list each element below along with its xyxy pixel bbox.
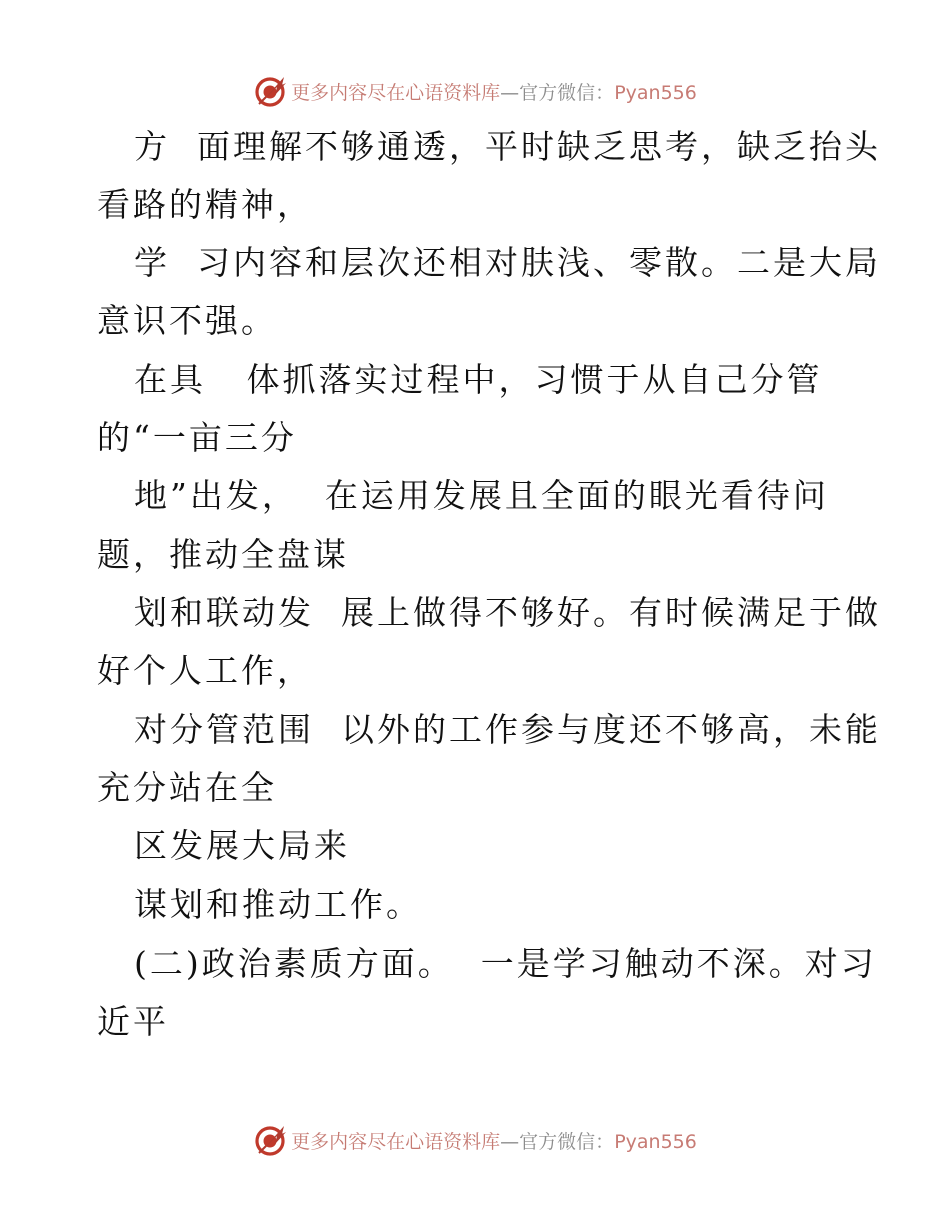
watermark-label: 官方微信： — [519, 81, 615, 104]
watermark-label: 官方微信： — [519, 1130, 615, 1153]
paragraph-3-line-1: 在具 体抓落实过程中，习惯于从自己分管 — [134, 360, 823, 399]
feather-circle-logo-icon — [253, 1122, 289, 1158]
paragraph-2-line-1: 学 习内容和层次还相对肤浅、零散。二是大局 — [134, 243, 881, 282]
paragraph-4-line-2: 题，推动全盘谋 — [97, 535, 349, 574]
paragraph-6-line-1: 对分管范围 以外的工作参与度还不够高，未能 — [134, 710, 881, 749]
paragraph-7-line-1: 区发展大局来 — [134, 826, 350, 865]
watermark-text — [291, 1127, 697, 1154]
paragraph-9-line-2: 近平 — [97, 1002, 169, 1041]
watermark-dash: — — [500, 81, 520, 104]
paragraph-2-line-2: 意识不强。 — [97, 301, 277, 340]
watermark-account: Pyan556 — [614, 81, 697, 104]
watermark-account: Pyan556 — [614, 1130, 697, 1153]
paragraph-1-line-1: 方 面理解不够通透，平时缺乏思考，缺乏抬头 — [134, 127, 881, 166]
watermark-site-text: 更多内容尽在心语资料库 — [291, 1130, 501, 1153]
paragraph-9-line-1: (二)政治素质方面。 一是学习触动不深。对习 — [134, 944, 877, 983]
paragraph-5-line-1: 划和联动发 展上做得不够好。有时候满足于做 — [134, 593, 881, 632]
paragraph-3-line-2: 的“一亩三分 — [97, 418, 297, 457]
paragraph-4-line-1: 地”出发， 在运用发展且全面的眼光看待问 — [134, 476, 829, 515]
paragraph-1-line-2: 看路的精神， — [97, 185, 313, 224]
watermark-site-text: 更多内容尽在心语资料库 — [291, 81, 501, 104]
paragraph-5-line-2: 好个人工作， — [97, 651, 313, 690]
watermark-footer — [0, 1120, 950, 1160]
paragraph-8-line-1: 谋划和推动工作。 — [134, 885, 422, 924]
watermark-dash: — — [500, 1130, 520, 1153]
paragraph-6-line-2: 充分站在全 — [97, 768, 277, 807]
